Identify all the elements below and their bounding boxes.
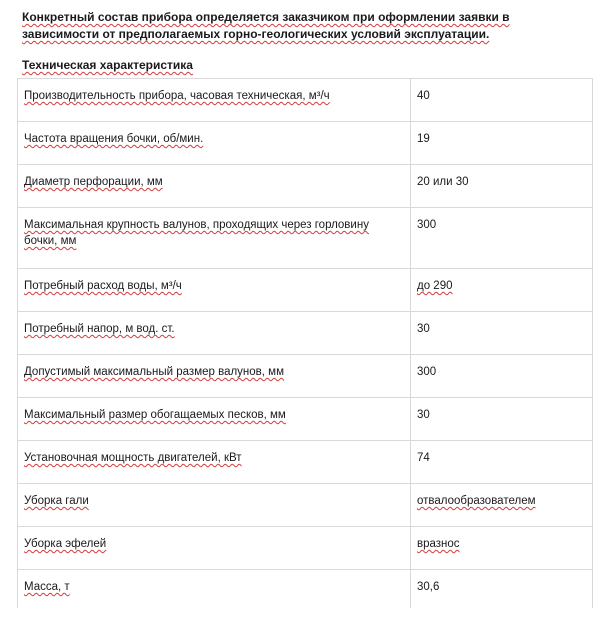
param-value: 40 bbox=[417, 90, 430, 102]
param-label: Потребный расход воды, м³/ч bbox=[24, 280, 182, 292]
intro-paragraph: Конкретный состав прибора определяется заказчиком при оформлении заявки в зависимости от предполагаемых горно-геологических условий эксплуатации. bbox=[22, 10, 510, 41]
table-row bbox=[18, 269, 593, 312]
param-label: Установочная мощность двигателей, кВт bbox=[24, 452, 242, 464]
param-value: до 290 bbox=[417, 280, 453, 292]
param-label: Уборка гали bbox=[24, 495, 89, 507]
param-cell bbox=[18, 527, 411, 570]
param-cell bbox=[18, 441, 411, 484]
table-row bbox=[18, 355, 593, 398]
table-row bbox=[18, 398, 593, 441]
table-row bbox=[18, 527, 593, 570]
table-row bbox=[18, 312, 593, 355]
value-cell bbox=[411, 79, 593, 122]
value-cell bbox=[411, 441, 593, 484]
value-cell bbox=[411, 122, 593, 165]
param-value: вразнос bbox=[417, 538, 460, 550]
param-value: 30 bbox=[417, 409, 430, 421]
spec-table bbox=[17, 78, 593, 608]
table-row bbox=[18, 570, 593, 609]
param-cell bbox=[18, 355, 411, 398]
value-cell bbox=[411, 484, 593, 527]
param-cell bbox=[18, 208, 411, 269]
value-cell bbox=[411, 208, 593, 269]
param-value: 300 bbox=[417, 366, 437, 378]
value-cell bbox=[411, 269, 593, 312]
param-cell bbox=[18, 312, 411, 355]
param-cell bbox=[18, 122, 411, 165]
param-cell bbox=[18, 269, 411, 312]
param-value: 20 или 30 bbox=[417, 176, 469, 188]
param-label: Частота вращения бочки, об/мин. bbox=[24, 133, 204, 145]
table-row bbox=[18, 79, 593, 122]
value-cell bbox=[411, 165, 593, 208]
table-row bbox=[18, 208, 593, 269]
param-cell bbox=[18, 165, 411, 208]
param-label: Производительность прибора, часовая техническая, м³/ч bbox=[24, 90, 330, 102]
table-row bbox=[18, 165, 593, 208]
param-cell bbox=[18, 484, 411, 527]
param-label: Диаметр перфорации, мм bbox=[24, 176, 163, 188]
value-cell bbox=[411, 398, 593, 441]
value-cell bbox=[411, 527, 593, 570]
param-value: 30 bbox=[417, 323, 430, 335]
table-row bbox=[18, 484, 593, 527]
section-title: Техническая характеристика bbox=[22, 58, 193, 72]
param-value: 74 bbox=[417, 452, 430, 464]
param-label: Допустимый максимальный размер валунов, мм bbox=[24, 366, 284, 378]
param-cell bbox=[18, 79, 411, 122]
param-label: Уборка эфелей bbox=[24, 538, 107, 550]
param-value: 300 bbox=[417, 219, 437, 231]
param-label: Потребный напор, м вод. ст. bbox=[24, 323, 175, 335]
param-label: Максимальная крупность валунов, проходящих через горловину бочки, мм bbox=[24, 219, 369, 247]
param-value: 19 bbox=[417, 133, 430, 145]
param-label: Масса, т bbox=[24, 581, 70, 593]
param-value: отвалообразователем bbox=[417, 495, 536, 507]
table-row bbox=[18, 122, 593, 165]
table-row bbox=[18, 441, 593, 484]
param-cell bbox=[18, 570, 411, 609]
param-value: 30,6 bbox=[417, 581, 440, 593]
param-cell bbox=[18, 398, 411, 441]
param-label: Максимальный размер обогащаемых песков, мм bbox=[24, 409, 286, 421]
value-cell bbox=[411, 355, 593, 398]
value-cell bbox=[411, 570, 593, 609]
value-cell bbox=[411, 312, 593, 355]
